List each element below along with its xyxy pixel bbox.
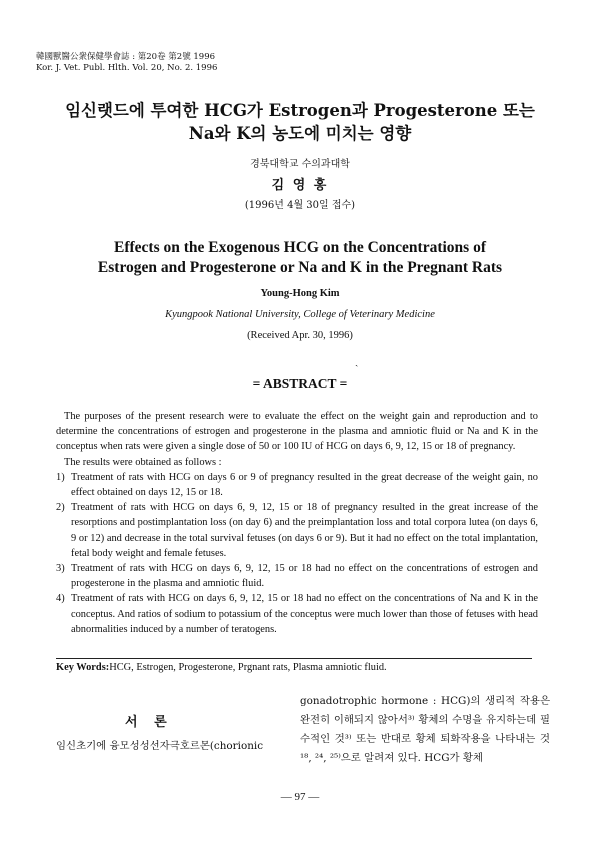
journal-citation: [36, 52, 217, 74]
introduction-heading: 서 론: [125, 715, 173, 730]
abstract-result-item: [56, 500, 538, 561]
journal-citation-korean: 韓國獸醫公衆保健學會誌 : 第20卷 第2號 1996: [36, 52, 216, 62]
abstract-heading: = ABSTRACT =: [252, 376, 348, 391]
abstract-result-item: [56, 561, 538, 591]
result-text: Treatment of rats with HCG on days 6 or 9 of pregnancy resulted in the great decrease of the weight gain, no effect obtained on days 12, 15 or 18.: [71, 471, 538, 499]
journal-citation-english: Kor. J. Vet. Publ. Hlth. Vol. 20, No. 2. 1996: [36, 63, 218, 73]
korean-affiliation: 경북대학교 수의과대학: [250, 159, 350, 170]
korean-author: 김 영 홍: [271, 178, 329, 193]
stray-mark: ˏ: [355, 356, 359, 367]
result-number: 2): [56, 502, 65, 514]
abstract-body: [56, 409, 538, 637]
keywords: [56, 661, 538, 675]
result-text: Treatment of rats with HCG on days 6, 9, 12, 15 or 18 had no effect on the concentrations of Na and K in the conceptus. And ratios of sodium to potassium of the conceptus were much lower than those of fetuses with head abnormalities induced by a number of teratogens.: [71, 593, 538, 635]
abstract-results-intro: The results were obtained as follows :: [64, 456, 222, 468]
abstract-intro: The purposes of the present research were to evaluate the effect on the weight gain and reproduction and to determine the concentrations of estrogen and progesterone in the plasma and amniotic fluid or Na and K in the conceptus when rats were given a single dose of 50 or 100 IU of HCG on days 6, 9, 12, 15 or 18 of pregnancy.: [56, 411, 538, 453]
result-number: 1): [56, 471, 65, 483]
introduction-right-text: gonadotrophic hormone : HCG)의 생리적 작용은 완전히 이해되지 않아서³⁾ 황체의 수명을 유지하는데 필수적인 것³⁾ 또는 반대로 황체 퇴화작용을 나타내는 것¹⁸, ²⁴, ²⁵⁾으로 알려져 있다. HCG가 황체: [300, 695, 550, 764]
result-text: Treatment of rats with HCG on days 6, 9, 12, 15 or 18 had no effect on the concentrations of estrogen and progesterone in the plasma and amniotic fluid.: [71, 563, 538, 590]
english-title-line1: Effects on the Exogenous HCG on the Concentrations of: [114, 239, 486, 256]
english-received-date: (Received Apr. 30, 1996): [247, 330, 353, 341]
english-title-line2: Estrogen and Progesterone or Na and K in the Pregnant Rats: [97, 259, 503, 276]
abstract-result-item: [56, 470, 538, 500]
korean-title-line2: Na와 K의 농도에 미치는 영향: [188, 124, 412, 143]
introduction-right-column: [300, 692, 550, 768]
result-number: 4): [56, 593, 65, 605]
result-number: 3): [56, 563, 65, 575]
korean-received-date: (1996년 4월 30일 접수): [244, 200, 356, 211]
english-author: Young-Hong Kim: [260, 288, 340, 299]
abstract-results-list: [56, 470, 538, 637]
keywords-rule: [56, 658, 532, 659]
keywords-label: Key Words:: [56, 662, 110, 673]
korean-title-line1: 임신랫드에 투여한 HCG가 Estrogen과 Progesterone 또는: [65, 101, 535, 120]
english-affiliation: Kyungpook National University, College of Veterinary Medicine: [165, 309, 435, 320]
introduction-left-column: 임신초기에 융모성성선자극호르몬(chorionic: [56, 740, 264, 752]
page-number: — 97 —: [280, 791, 320, 803]
result-text: Treatment of rats with HCG on days 6, 9, 12, 15 or 18 of pregnancy resulted in the great increase of the resorptions and postimplantation loss (on day 6) and the preimplantation loss and total corpora lutea (on days 6, 9 or 12) and decrease in the total survival fetuses (on days 6 or 9). But it had no effect on the total implantation, fetal body weight and female fetuses.: [71, 502, 538, 559]
abstract-result-item: [56, 591, 538, 637]
keywords-text: HCG, Estrogen, Progesterone, Prgnant rats, Plasma amniotic fluid.: [109, 662, 387, 673]
